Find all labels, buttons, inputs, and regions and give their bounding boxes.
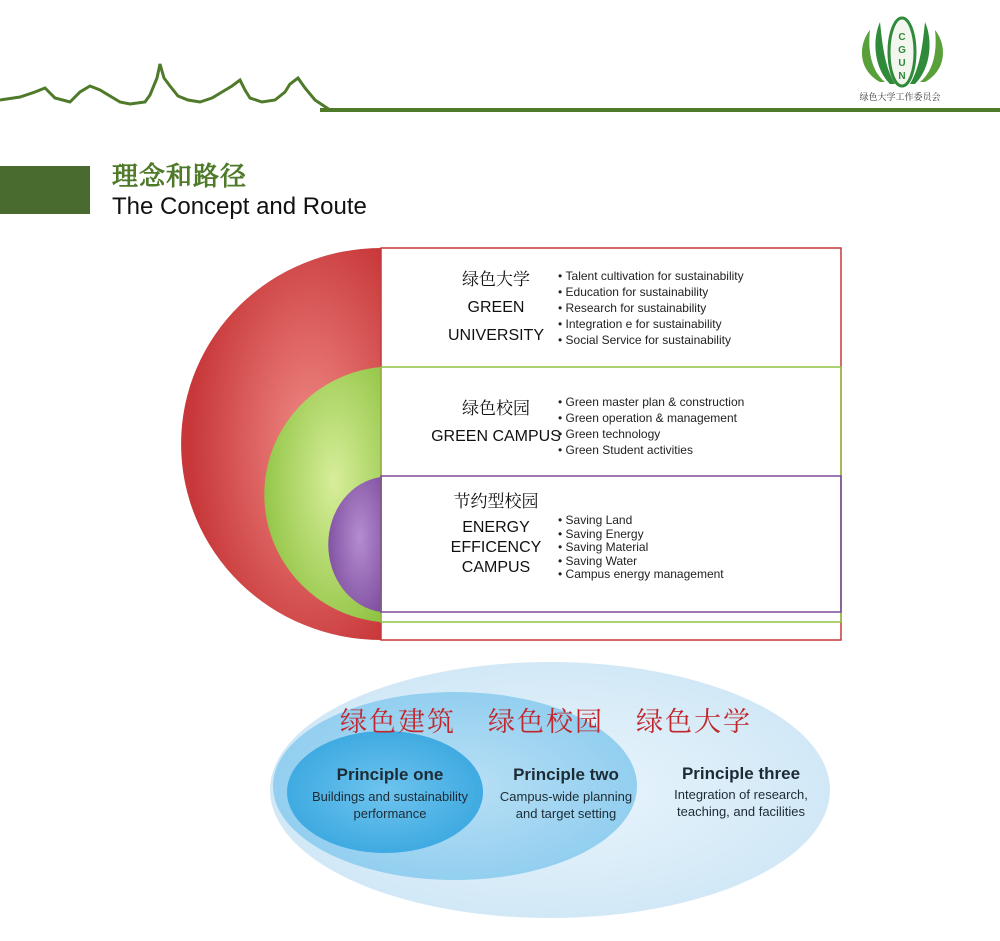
concept-label-campus-en: GREEN CAMPUS: [431, 428, 561, 445]
list-item: • Saving Material: [558, 541, 724, 555]
list-item: • Integration e for sustainability: [558, 316, 744, 332]
venn-heading-buildings: 绿色建筑: [340, 707, 456, 738]
principle-one-title: Principle one: [336, 765, 444, 784]
principle-two-title: Principle two: [513, 765, 619, 784]
list-item: • Research for sustainability: [558, 300, 744, 316]
list-item: • Green master plan & construction: [558, 394, 744, 410]
venn-heading-campus: 绿色校园: [488, 707, 604, 738]
logo-letter-u: U: [898, 58, 906, 69]
venn-heading-university: 绿色大学: [636, 707, 752, 738]
concept-label-efficiency-zh: 节约型校园: [453, 492, 539, 512]
principle-three-desc: [641, 786, 841, 820]
list-item: • Social Service for sustainability: [558, 332, 744, 348]
principle-one-desc: [290, 788, 490, 822]
principle-three-desc-line-1: Integration of research,: [674, 787, 808, 802]
list-item: • Green Student activities: [558, 442, 744, 458]
concept-label-efficiency-en-2: EFFICENCY: [450, 539, 542, 556]
concept-label-university-en-1: GREEN: [467, 299, 525, 316]
list-item: • Saving Land: [558, 514, 724, 528]
concept-label-university-zh: 绿色大学: [462, 270, 530, 290]
logo-letter-g: G: [898, 45, 906, 56]
logo-letter-n: N: [898, 71, 906, 82]
page-title-zh: 理念和路径: [112, 162, 248, 192]
logo-caption: 绿色大学工作委员会: [859, 93, 941, 103]
page-title-en: The Concept and Route: [112, 193, 367, 220]
list-item: • Saving Energy: [558, 528, 724, 542]
list-item: • Green operation & management: [558, 410, 744, 426]
principle-three-desc-line-2: teaching, and facilities: [677, 804, 805, 819]
principle-one-desc-line-1: Buildings and sustainability: [311, 789, 469, 804]
principle-one-desc-line-2: performance: [353, 806, 427, 821]
concept-label-efficiency-en-1: ENERGY: [462, 519, 530, 536]
list-item: • Education for sustainability: [558, 284, 744, 300]
principle-two-desc-line-2: and target setting: [515, 806, 617, 821]
concept-label-campus-zh: 绿色校园: [462, 399, 530, 419]
concept-label-university-en-2: UNIVERSITY: [447, 327, 544, 344]
principle-three-title: Principle three: [681, 764, 801, 783]
list-item: • Campus energy management: [558, 568, 724, 582]
logo-letter-c: C: [898, 32, 906, 43]
principle-two-desc: [466, 788, 666, 822]
list-item: • Green technology: [558, 426, 744, 442]
list-item: • Talent cultivation for sustainability: [558, 268, 744, 284]
list-item: • Saving Water: [558, 555, 724, 569]
principle-two-desc-line-1: Campus-wide planning: [499, 789, 633, 804]
concept-label-efficiency-en-3: CAMPUS: [461, 559, 531, 576]
